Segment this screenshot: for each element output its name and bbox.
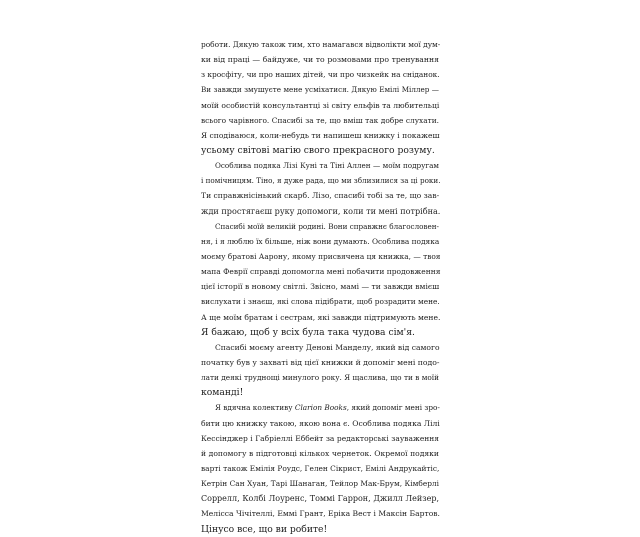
paragraph-3 [201,219,439,340]
text-line: Кессінджер і Габріеллі Еббейт за редакторські зауваження [201,433,439,443]
text-line: Я бажаю, щоб у всіх була така чудова сім'я. [201,326,415,338]
text-line: Ти справжнісінький скарб. Лізо, спасибі тобі за те, що зав- [201,191,440,201]
paragraph-4 [201,340,439,401]
text-line: варті також Емілія Роудс, Гелен Сікрист, Емілі Андрукайтіс, [201,463,440,473]
text-line: мапа Феврії справді допомогла мені побачити продовження [201,267,441,277]
text-line: цієї історії в новому світлі. Звісно, мамі — ти завжди вмієш [201,282,440,292]
text-line: лати деякі труднощі минулого року. Я щаслива, що ти в моїй [201,373,439,383]
text-line: бити цю книжку такою, якою вона є. Особлива подяка Лілі [201,418,440,428]
paragraph-2 [201,158,439,219]
paragraph-1 [201,37,439,158]
text-line: Ви завжди змушуєте мене усміхатися. Дякую Емілі Міллер — [201,85,439,95]
text-line: Я вдячна колективу Clarion Books, який допоміг мені зро- [215,403,440,413]
text-line: жди простягаєш руку допомоги, коли ти мені потрібна. [201,205,441,216]
text-line: усьому світові магію свого прекрасного розуму. [201,144,435,156]
text-line: й допомогу в підготовці кількох чернеток. Окремої подяки [201,448,439,458]
text-line: Я сподіваюся, коли-небудь ти напишеш книжку і покажеш [201,130,440,140]
text-line: Особлива подяка Лізі Куні та Тіні Аллен — моїм подругам [215,161,439,171]
text-line: Спасибі моїй великій родині. Вони справжнє благословен- [215,221,439,231]
acknowledgments-text [201,37,439,537]
text-line: ки від праці — байдуже, чи то розмовами про тренування [201,55,439,65]
paragraph-5 [201,400,439,536]
text-line: всього чарівного. Спасибі за те, що вміш так добре слухати. [201,115,439,125]
text-line: з кросфіту, чи про наших дітей, чи про чизкейк на сніданок. [201,70,440,80]
text-line: Цінусо все, що ви робите! [201,523,328,535]
text-line: А ще моїм братам і сестрам, які завжди підтримують мене. [201,312,441,322]
text-line: початку був у захваті від цієї книжки й допоміг мені подо- [201,357,440,367]
text-line: вислухати і знаєш, які слова підібрати, щоб розрадити мене. [201,297,440,307]
text-line: роботи. Дякую також тим, хто намагався відволікти мої дум- [201,40,441,49]
text-line: і помічницям. Тіно, я дуже рада, що ми зблизилися за ці роки. [201,176,441,186]
text-line: Мелісса Чічітеллі, Еммі Грант, Еріка Вест і Максін Бартов. [201,509,440,519]
text-line: моєму братові Аарону, якому присвячена ця книжка, — твоя [201,251,441,261]
text-line: ня, і я люблю їх більше, ніж вони думають. Особлива подяка [201,236,440,246]
text-line: Соррелл, Колбі Лоуренс, Томмі Гаррон, Джилл Лейзер, [201,494,439,504]
text-line: Спасибі моєму агенту Денові Манделу, який від самого [215,342,440,352]
text-line: команді! [201,387,244,399]
text-line: моїй особистій консультантці зі світу ельфів та любительці [201,100,440,110]
text-line: Кетрін Сан Хуан, Тарі Шанаган, Тейлор Мак-Брум, Кімберлі [201,479,439,489]
